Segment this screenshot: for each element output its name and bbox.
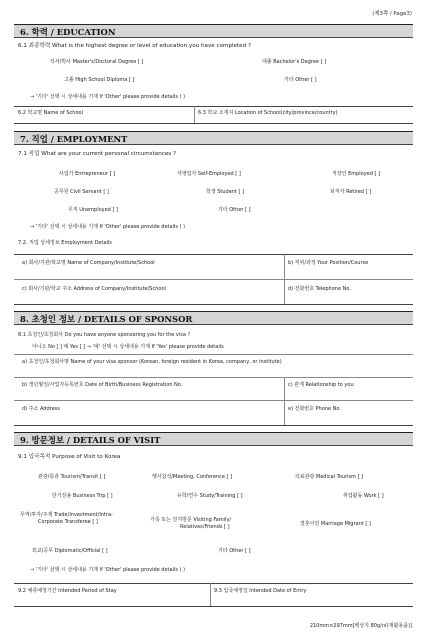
company-name-field[interactable]: a) 회사/기관/학교명 Name of Company/Institute/School xyxy=(22,260,155,266)
page-number: (제3쪽 / Page3) xyxy=(372,11,412,17)
option-study-training[interactable]: 유학/연수 Study/Training [ ] xyxy=(177,493,243,499)
option-family-line-1: 가족 또는 친지방문 Visiting Family/ xyxy=(150,517,232,523)
option-high-school[interactable]: 고졸 High School Diploma [ ] xyxy=(64,77,135,83)
option-diplomatic-official[interactable]: 외교/공무 Diplomatic/Official [ ] xyxy=(32,548,108,554)
divider xyxy=(14,425,413,426)
telephone-field[interactable]: d) 전화번호 Telephone No. xyxy=(288,286,351,292)
employment-other-details[interactable]: → '기타' 선택 시 상세내용 기재 If 'Other' please provide details ( ) xyxy=(30,224,186,230)
position-field[interactable]: b) 직위/과정 Your Position/Course xyxy=(288,260,369,266)
sponsor-relationship-field[interactable]: c) 관계 Relationship to you xyxy=(288,382,354,388)
option-entrepreneur[interactable]: 사업가 Entrepreneur [ ] xyxy=(59,171,116,177)
option-self-employed[interactable]: 자영업자 Self-Employed [ ] xyxy=(177,171,241,177)
option-civil-servant[interactable]: 공무원 Civil Servant [ ] xyxy=(54,189,109,195)
divider xyxy=(14,583,413,584)
company-address-field[interactable]: c) 회사/기관/학교 주소 Address of Company/Institute/School xyxy=(22,286,166,292)
divider xyxy=(14,123,413,124)
option-employed[interactable]: 직장인 Employed [ ] xyxy=(332,171,381,177)
sponsor-name-field[interactable]: a) 초청인/초청회사명 Name of your visa sponsor (Korean, foreign resident in Korea, company, or institute) xyxy=(22,359,282,365)
option-unemployed[interactable]: 무직 Unemployed [ ] xyxy=(68,207,118,213)
option-retired[interactable]: 퇴직자 Retired [ ] xyxy=(330,189,372,195)
visit-other-details[interactable]: → '기타' 선택 시 상세내용 기재 If 'Other' please provide details ( ) xyxy=(30,567,186,573)
visit-header: 9. 방문정보 / DETAILS OF VISIT xyxy=(14,432,413,446)
sponsor-address-field[interactable]: d) 주소 Address xyxy=(22,406,60,412)
divider xyxy=(14,354,413,355)
divider xyxy=(14,606,413,607)
sponsor-dob-field[interactable]: b) 생년월일/사업자등록번호 Date of Birth/Business Registration No. xyxy=(22,382,183,388)
divider xyxy=(14,106,413,107)
option-visiting-family[interactable] xyxy=(150,517,231,531)
divider xyxy=(210,583,211,606)
sponsor-question: 8.1 초청인/초청회사 Do you have anyone sponsoring you for the visa ? xyxy=(18,332,191,338)
sponsor-header: 8. 초청인 정보 / DETAILS OF SPONSOR xyxy=(14,311,413,325)
employment-details-title: 7.2. 직업 상세정보 Employment Details xyxy=(18,240,112,246)
option-family-line-2: Relatives/Friends [ ] xyxy=(180,524,230,530)
divider xyxy=(194,106,195,123)
option-employment-other[interactable]: 기타 Other [ ] xyxy=(218,207,251,213)
sponsor-no-yes-options[interactable]: 아니오 No [ ] 예 Yes [ ] → '예' 선택 시 상세내용 기재 If 'Yes' please provide details xyxy=(32,344,224,350)
option-masters-doctoral[interactable]: 석사/박사 Master's/Doctoral Degree [ ] xyxy=(50,59,144,65)
education-question: 6.1 최종학력 What is the highest degree or level of education you have completed ? xyxy=(18,43,251,49)
school-name-field[interactable]: 6.2 학교명 Name of School xyxy=(18,110,83,116)
divider xyxy=(284,377,285,425)
option-trade-investment[interactable] xyxy=(20,512,113,526)
divider xyxy=(14,400,413,401)
visit-question: 9.1 입국목적 Purpose of Visit to Korea xyxy=(18,454,121,460)
divider xyxy=(14,279,413,280)
option-marriage-migrant[interactable]: 결혼이민 Marriage Migrant [ ] xyxy=(300,521,371,527)
option-tourism-transit[interactable]: 관광/통과 Tourism/Transit [ ] xyxy=(38,474,106,480)
option-trade-line-2: Corporate Transferee [ ] xyxy=(38,519,98,525)
paper-spec-footnote: 210mm×297mm[백상지 80g/㎡(재활용품)] xyxy=(309,623,412,629)
employment-header: 7. 직업 / EMPLOYMENT xyxy=(14,131,413,145)
employment-question: 7.1 직업 What are your current personal circumstances ? xyxy=(18,151,176,157)
option-trade-line-1: 무역/투자/주재 Trade/Investment/Intra- xyxy=(20,512,113,518)
date-of-entry-field[interactable]: 9.3 입국예정일 Intended Date of Entry xyxy=(214,588,307,594)
option-student[interactable]: 학생 Student [ ] xyxy=(206,189,245,195)
option-work[interactable]: 취업활동 Work [ ] xyxy=(343,493,384,499)
divider xyxy=(14,377,413,378)
option-medical-tourism[interactable]: 의료관광 Medical Tourism [ ] xyxy=(295,474,364,480)
option-visit-other[interactable]: 기타 Other [ ] xyxy=(218,548,251,554)
option-business-trip[interactable]: 단기상용 Business Trip [ ] xyxy=(52,493,113,499)
education-other-details[interactable]: → '기타' 선택 시 상세내용 기재 If 'Other' please provide details ( ) xyxy=(30,94,186,100)
divider xyxy=(14,254,413,255)
period-of-stay-field[interactable]: 9.2 체류예정기간 Intended Period of Stay xyxy=(18,588,117,594)
option-education-other[interactable]: 기타 Other [ ] xyxy=(284,77,317,83)
education-header: 6. 학력 / EDUCATION xyxy=(14,24,413,38)
school-location-field[interactable]: 6.3 학교 소재지 Location of School(city/province/country) xyxy=(198,110,338,116)
divider xyxy=(14,304,413,305)
sponsor-phone-field[interactable]: e) 전화번호 Phone No. xyxy=(288,406,341,412)
option-bachelors[interactable]: 대졸 Bachelor's Degree [ ] xyxy=(262,59,327,65)
option-meeting-conference[interactable]: 행사참석/Meeting, Conference [ ] xyxy=(152,474,232,480)
